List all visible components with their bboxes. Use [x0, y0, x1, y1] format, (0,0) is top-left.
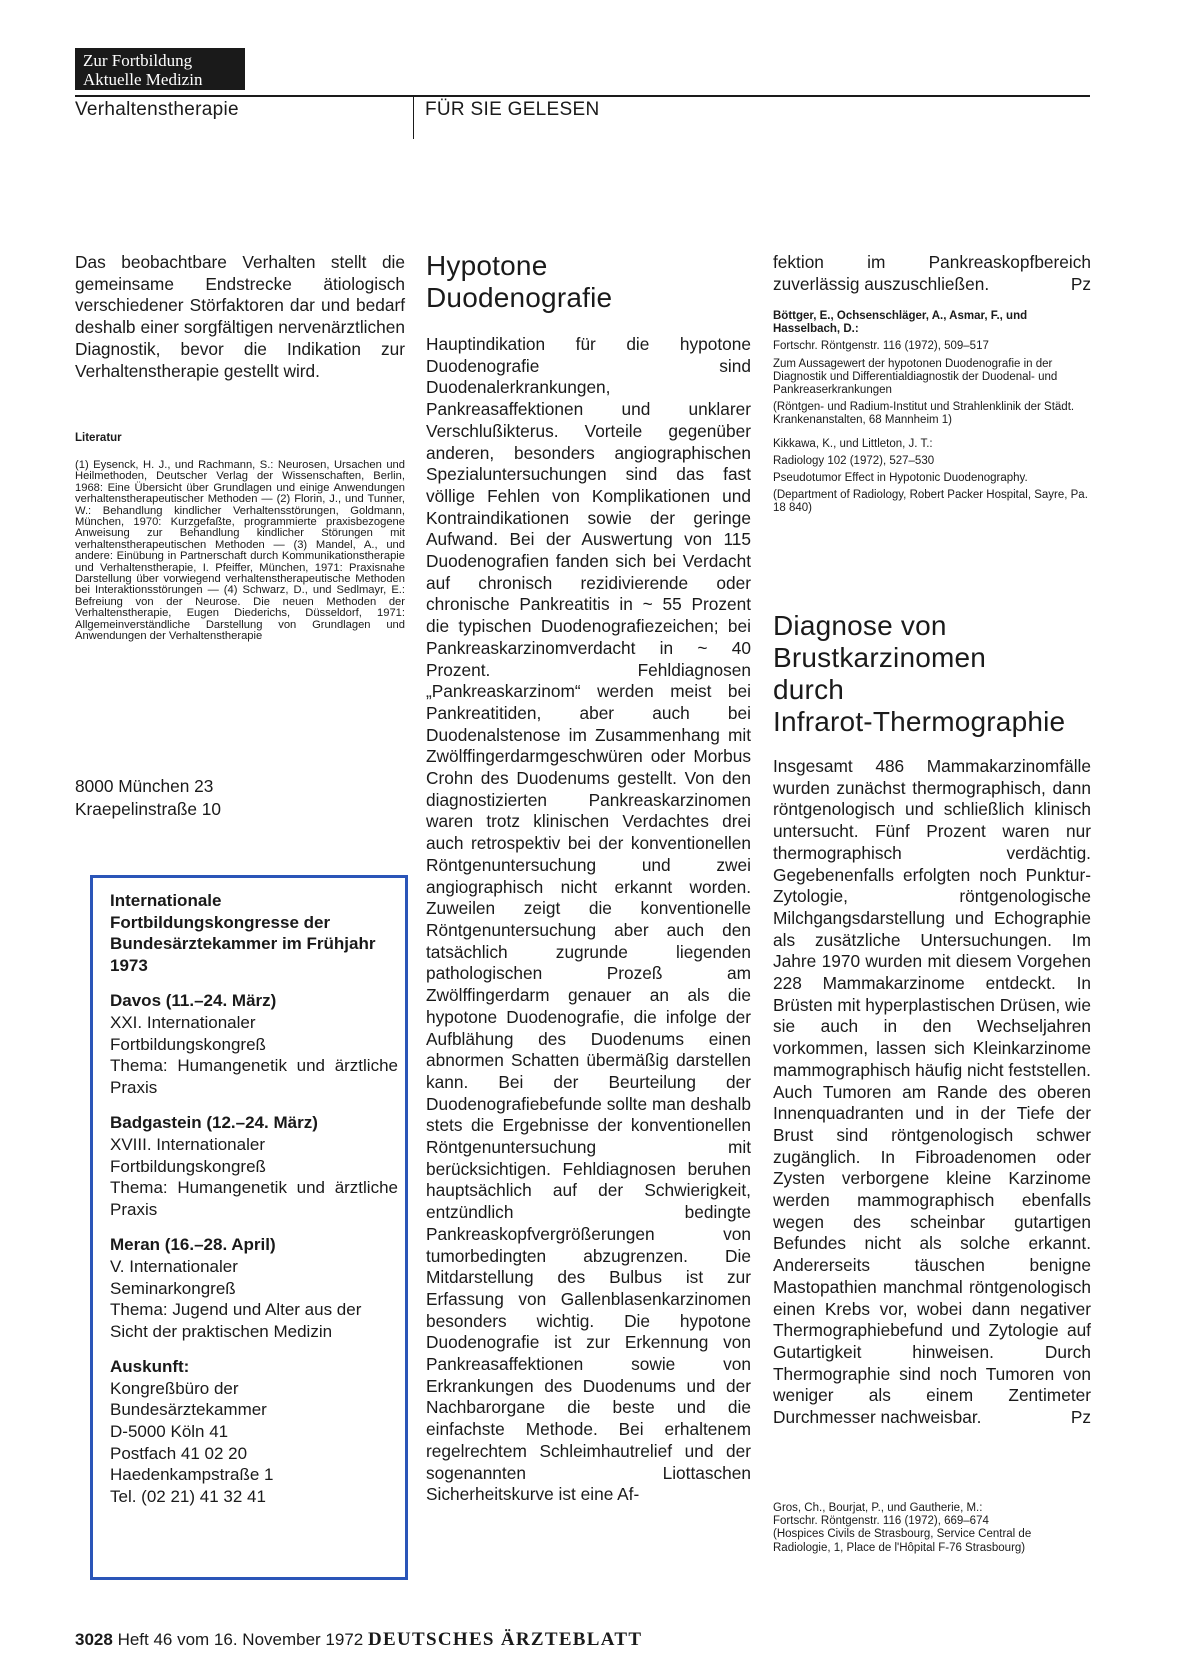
intro-paragraph: Das beobachtbare Verhalten stellt die gemeinsame Endstrecke ätiologisch verschiedener Störfaktoren dar und bedarf deshalb einer sorgfältigen nervenärztlichen Diagnostik, bevor die Indikation zur Verhaltenstherapie gestellt wird. [75, 252, 405, 381]
article1-continuation [773, 252, 1091, 295]
section-tag-line1: Zur Fortbildung [83, 51, 193, 70]
contact-line: D-5000 Köln 41 [110, 1422, 229, 1442]
article2-body-text: Insgesamt 486 Mammakarzinomfälle wurden zunächst thermographisch, dann röntgenologisch und schließlich klinisch untersucht. Fünf Prozent waren nur thermographisch verdächtig. Gegebenenfalls erfolgten noch Punktur-Zytologie, röntgenologische Milchgangsdarstellung und Echographie als zusätzliche Untersuchungen. Im Jahre 1970 wurden mit diesem Vorgehen 228 Mammakarzinome entdeckt. In Brüsten mit hyperplastischen Drüsen, wie sie auch in den Wechseljahren vorkommen, lassen sich Kleinkarzinome mammographisch häufig nicht feststellen. Auch Tumoren am Rande des oberen Innenquadranten und in der Tiefe der Brust sind röntgenologisch schwer zugänglich. In Fibroadenomen oder Zysten verborgene kleine Karzinome werden mammographisch ebenfalls wegen des scheinbar gutartigen Befundes nicht als solche erkannt. Andererseits täuschen benigne Mastopathien manchmal röntgenologisch einen Krebs vor, wobei dann negativer Thermographiebefund und Zytologie auf Gutartigkeit hinweisen. Durch Thermographie sind noch Tumoren von weniger als einem Zentimeter Durchmesser nachweisbar. [773, 756, 1091, 1428]
reference-journal: Fortschr. Röntgenstr. 116 (1972), 669–674 [773, 1515, 989, 1528]
contact-line: Postfach 41 02 20 [110, 1443, 248, 1463]
event-line: Fortbildungskongreß [110, 1034, 266, 1054]
magazine-name: DEUTSCHES ÄRZTEBLATT [367, 1629, 643, 1650]
reference-authors: Kikkawa, K., und Littleton, J. T.: [773, 437, 933, 450]
header-rule [75, 95, 1090, 97]
literatur-list: (1) Eysenck, H. J., und Rachmann, S.: Neurosen, Ursachen und Heilmethoden, Deutscher Verlag der Wissenschaften, Berlin, 1968: Eine Übersicht über Grundlagen und einige Anwendungen verhaltenstherapeutischer Methoden — (2) Florin, J., und Tunner, W.: Behandlung kindlicher Verhaltensstörungen, Goldmann, München, 1970: Kurzgefaßte, programmierte praxisbezogene Anweisung zur Behandlung kindlicher Störungen mit verhaltenstherapeutischen Methoden — (3) Mandel, A., und andere: Einübung in Partnerschaft durch Kommunikationstherapie und Verhaltenstherapie, I. Pfeiffer, München, 1971: Praxisnahe Darstellung über vorwiegend verhaltenstherapeutische Methoden bei Interaktionsstörungen — (4) Schwarz, D., und Sedlmayr, E.: Befreiung von der Neurose. Die neuen Methoden der Verhaltenstherapie, Eugen Diederichs, Düsseldorf, 1971: Allgemeinverständliche Darstellung von Grundlagen und Anwendungen der Verhaltenstherapie [75, 459, 405, 643]
event-place: Davos (11.–24. März) [110, 991, 277, 1011]
event-line: XVIII. Internationaler [110, 1134, 265, 1154]
reference-authors: Böttger, E., Ochsenschläger, A., Asmar, F., und Hasselbach, D.: [773, 310, 1028, 336]
article1-body: Hauptindikation für die hypotone Duodenografie sind Duodenalerkrankungen, Pankreasaffektionen und unklarer Verschlußikterus. Vorteile gegenüber anderen, besonders angiographischen Spezialuntersuchungen sind das fast völlige Fehlen von Komplikationen und Kontraindikationen sowie der geringe Aufwand. Bei der Auswertung von 115 Duodenografien fanden sich bei Verdacht auf chronisch rezidivierende oder chronische Pankreatitis in ~ 55 Prozent die typischen Duodenografiezeichen; bei Pankreaskarzinomverdacht in ~ 40 Prozent. Fehldiagnosen „Pankreaskarzinom“ werden meist bei Pankreatitiden, aber auch bei Duodenalstenose im Zusammenhang mit Zwölffingerdarmgeschwüren oder Morbus Crohn des Duodenums gestellt. Von den diagnostizierten Pankreaskarzinomen waren trotz klinischen Verdachtes drei auch retrospektiv bei der konventionellen Röntgenuntersuchung und zwei angiographisch nicht erkannt worden. Zuweilen zeigt die konventionelle Röntgenuntersuchung aber auch den tatsächlich zugrunde liegenden pathologischen Prozeß am Zwölffingerdarm genauer an als die hypotone Duodenografie, die infolge der Aufblähung des Duodenums einen abnormen Schatten übermäßig darstellen kann. Bei der Beurteilung der Duodenografiebefunde sollte man deshalb stets die Ergebnisse der konventionellen Röntgenuntersuchung mit berücksichtigen. Fehldiagnosen beruhen hauptsächlich auf der Schwierigkeit, entzündlich bedingte Pankreaskopfvergrößerungen von tumorbedingten abzugrenzen. Die Mitdarstellung des Bulbus ist zur Erfassung von Gallenblasenkarzinomen besonders wichtig. Die hypotone Duodenografie ist zur Erkennung von Pankreasaffektionen sowie von Erkrankungen des Duodenums und der Nachbarorgane die beste und die einfachste Methode. Bei erhaltenem regelrechtem Schleimhautrelief und der sogenannten Liottaschen Sicherheitskurve ist eine Af- [426, 334, 751, 1505]
event-line: Fortbildungskongreß [110, 1156, 266, 1176]
page-footer [75, 1629, 642, 1651]
event-theme: Thema: Humangenetik und ärztliche Praxis [110, 1056, 398, 1097]
reference-institution: (Department of Radiology, Robert Packer Hospital, Sayre, Pa. 18 840) [773, 489, 1088, 515]
section-title-left: Verhaltenstherapie [75, 99, 239, 120]
article2-references [773, 1502, 1091, 1555]
article1-continuation-text: fektion im Pankreaskopfbereich zuverlässig auszuschließen. [773, 252, 1091, 294]
section-tag [75, 48, 245, 90]
event-theme: Thema: Jugend und Alter aus der Sicht der praktischen Medizin [110, 1300, 362, 1341]
article1-references [773, 310, 1091, 520]
article2-title-line: durch [773, 674, 845, 705]
reference-institution: (Röntgen- und Radium-Institut und Strahlenklinik der Städt. Krankenanstalten, 68 Mannheim 1) [773, 401, 1075, 427]
reference-journal: Radiology 102 (1972), 527–530 [773, 454, 935, 467]
reference-authors: Gros, Ch., Bourjat, P., und Gautherie, M.: [773, 1502, 983, 1514]
section-title-right: FÜR SIE GELESEN [425, 99, 600, 120]
congress-event [110, 1234, 398, 1342]
contact-line: Tel. (02 21) 41 32 41 [110, 1486, 266, 1506]
reference-journal: Fortschr. Röntgenstr. 116 (1972), 509–517 [773, 340, 989, 353]
congress-title: Internationale Fortbildungskongresse der Bundesärztekammer im Frühjahr 1973 [110, 891, 376, 975]
reference-institution: (Hospices Civils de Strasbourg, Service Central de Radiologie, 1, Place de l'Hôpital F-76 Strasbourg) [773, 1528, 1032, 1554]
section-tag-line2: Aktuelle Medizin [83, 70, 203, 89]
contact-line: Haedenkampstraße 1 [110, 1465, 274, 1485]
header-divider [413, 97, 414, 139]
literatur-label: Literatur [75, 432, 122, 444]
event-line: V. Internationaler [110, 1256, 238, 1276]
contact-line: Kongreßbüro der [110, 1378, 239, 1398]
event-line: Seminarkongreß [110, 1278, 236, 1298]
issue-info: Heft 46 vom 16. November 1972 [117, 1630, 364, 1649]
event-theme: Thema: Humangenetik und ärztliche Praxis [110, 1178, 398, 1219]
event-line: XXI. Internationaler [110, 1012, 256, 1032]
address-line-1: 8000 München 23 [75, 776, 214, 796]
article2-title [773, 610, 1091, 738]
article2-signature: Pz [1070, 1407, 1091, 1428]
address-line-2: Kraepelinstraße 10 [75, 799, 222, 819]
article2-title-line: Diagnose von [773, 610, 947, 641]
reference-title: Pseudotumor Effect in Hypotonic Duodenography. [773, 472, 1028, 485]
reference-title: Zum Aussagewert der hypotonen Duodenografie in der Diagnostik und Differentialdiagnostik der Duodenal- und Pankreaserkrankungen [773, 357, 1058, 397]
article2-title-line: Brustkarzinomen [773, 642, 987, 673]
event-place: Badgastein (12.–24. März) [110, 1113, 318, 1133]
congress-box-content [110, 890, 398, 1507]
auskunft-label: Auskunft: [110, 1357, 190, 1377]
congress-event [110, 1112, 398, 1220]
article1-signature: Pz [1070, 273, 1091, 294]
congress-event [110, 990, 398, 1098]
article2-body [773, 756, 1091, 1429]
article2-title-line: Infrarot-Thermographie [773, 706, 1066, 737]
event-place: Meran (16.–28. April) [110, 1235, 276, 1255]
article1-title: Hypotone Duodenografie [426, 250, 613, 313]
contact-line: Bundesärztekammer [110, 1400, 267, 1420]
page-number: 3028 [75, 1630, 113, 1649]
